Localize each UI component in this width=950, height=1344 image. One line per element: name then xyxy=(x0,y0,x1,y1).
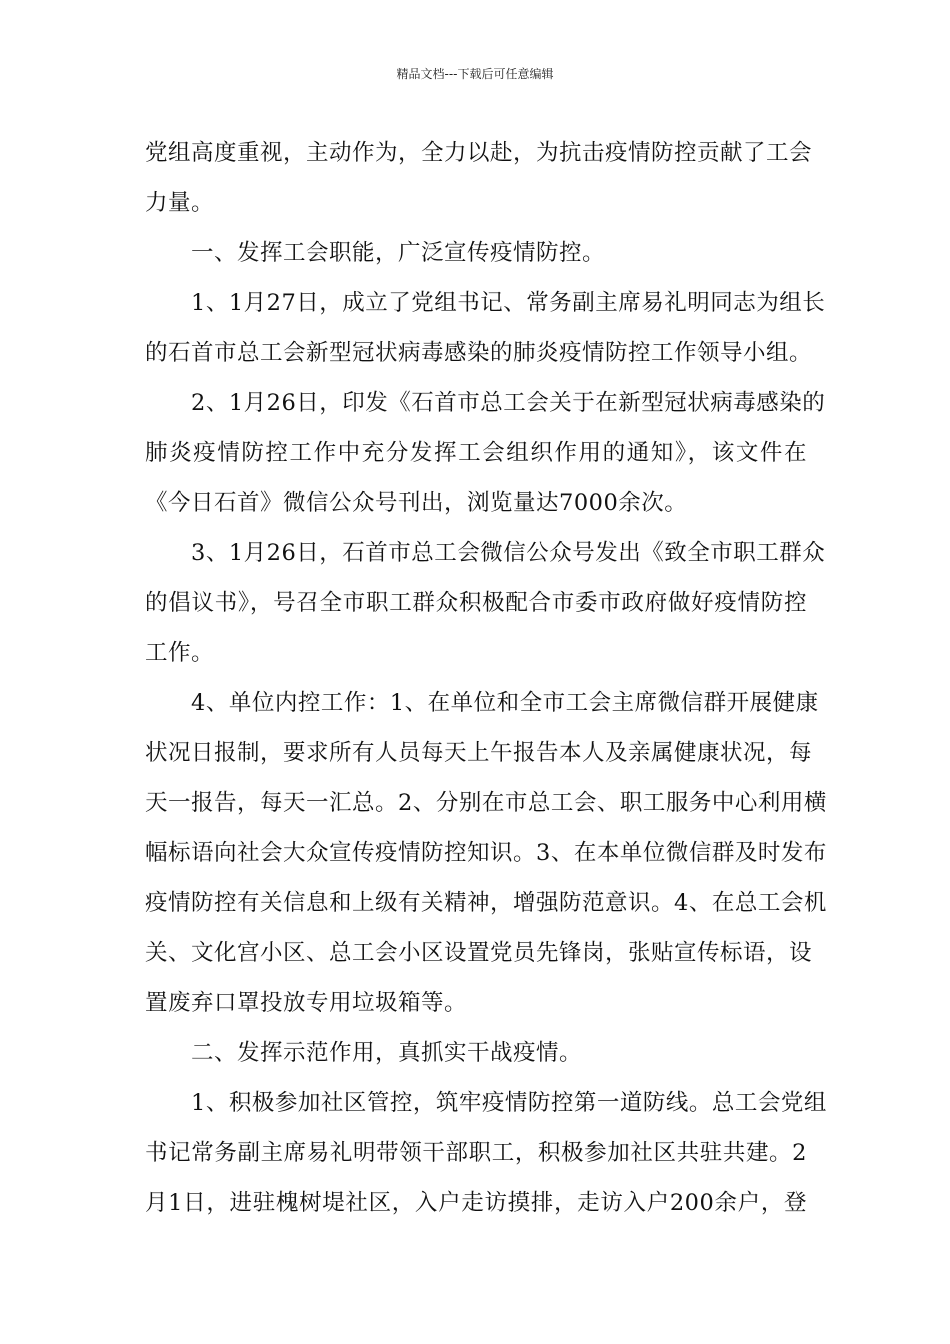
text-line: 的石首市总工会新型冠状病毒感染的肺炎疫情防控工作领导小组。 xyxy=(145,340,813,366)
text-line: 2、1月26日，印发《石首市总工会关于在新型冠状病毒感染的 xyxy=(191,390,826,416)
page-header: 精品文档---下载后可任意编辑 xyxy=(396,67,554,81)
text-line: 力量。 xyxy=(145,190,215,216)
text-line: 天一报告，每天一汇总。2、分别在市总工会、职工服务中心利用横 xyxy=(145,790,827,816)
text-line: 3、1月26日，石首市总工会微信公众号发出《致全市职工群众 xyxy=(191,540,826,566)
text-line: 疫情防控有关信息和上级有关精神，增强防范意识。4、在总工会机 xyxy=(145,890,827,916)
text-line: 4、单位内控工作：1、在单位和全市工会主席微信群开展健康 xyxy=(191,690,819,716)
text-line: 1、积极参加社区管控，筑牢疫情防控第一道防线。总工会党组 xyxy=(191,1090,827,1116)
text-line: 的倡议书》，号召全市职工群众积极配合市委市政府做好疫情防控 xyxy=(145,590,807,616)
text-line: 肺炎疫情防控工作中充分发挥工会组织作用的通知》，该文件在 xyxy=(145,440,807,466)
text-line: 月1日，进驻槐树堤社区，入户走访摸排，走访入户200余户，登 xyxy=(145,1190,807,1216)
text-line: 工作。 xyxy=(145,640,215,666)
text-line: 《今日石首》微信公众号刊出，浏览量达7000余次。 xyxy=(145,490,688,516)
text-line: 置废弃口罩投放专用垃圾箱等。 xyxy=(145,990,468,1016)
text-line: 党组高度重视，主动作为，全力以赴，为抗击疫情防控贡献了工会 xyxy=(145,140,813,166)
document-body xyxy=(145,128,827,1228)
text-line: 1、1月27日，成立了党组书记、常务副主席易礼明同志为组长 xyxy=(191,290,826,316)
text-line: 幅标语向社会大众宣传疫情防控知识。3、在本单位微信群及时发布 xyxy=(145,840,827,866)
text-line: 关、文化宫小区、总工会小区设置党员先锋岗，张贴宣传标语，设 xyxy=(145,940,813,966)
text-line: 书记常务副主席易礼明带领干部职工，积极参加社区共驻共建。2 xyxy=(145,1140,807,1166)
text-line: 状况日报制，要求所有人员每天上午报告本人及亲属健康状况，每 xyxy=(145,740,813,766)
section-heading: 一、发挥工会职能，广泛宣传疫情防控。 xyxy=(191,240,606,266)
section-heading: 二、发挥示范作用，真抓实干战疫情。 xyxy=(191,1040,583,1066)
